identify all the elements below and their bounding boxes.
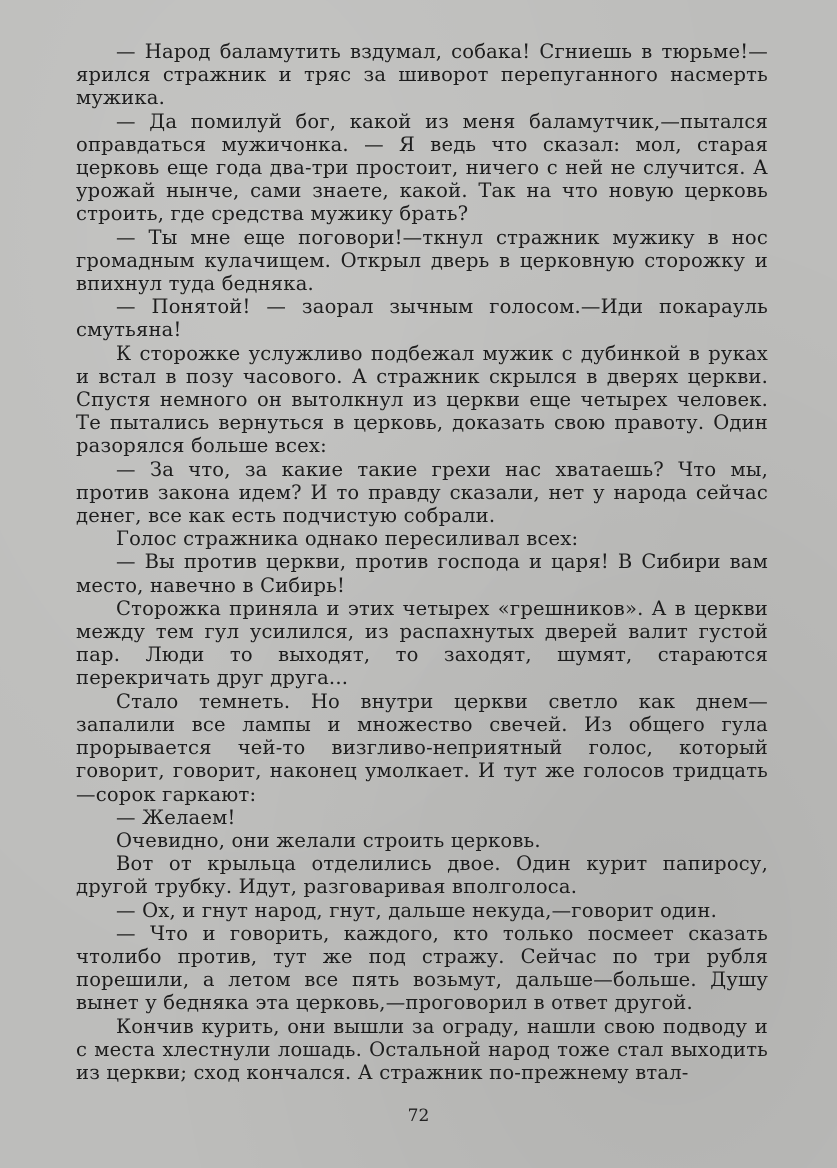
paragraph: Кончив курить, они вышли за ограду, нашли свою подводу и с места хлестнули лошадь. Остальной народ тоже стал выходить из церкви; сход кончался. А стражник по-прежнему втал- bbox=[76, 1014, 768, 1084]
paragraph: Голос стражника однако пересиливал всех: bbox=[116, 527, 579, 551]
body-text bbox=[76, 40, 768, 1084]
paragraph: — Желаем! bbox=[116, 805, 236, 829]
paragraph: К сторожке услужливо подбежал мужик с дубинкой в руках и встал в позу часового. А стражник скрылся в дверях церкви. Спустя немного он вытолкнул из церкви еще четырех человек. Те пытались вернуться в церковь, доказать свою правоту. Один разорялся больше всех: bbox=[76, 341, 768, 458]
page-number: 72 bbox=[407, 1106, 430, 1126]
paragraph: — Вы против церкви, против господа и царя! В Сибири вам место, навечно в Сибирь! bbox=[76, 550, 768, 597]
paragraph: — За что, за какие такие грехи нас хватаешь? Что мы, против закона идем? И то правду сказали, нет у народа сейчас денег, все как есть подчистую собрали. bbox=[76, 457, 768, 528]
paragraph: — Что и говорить, каждого, кто только посмеет сказать чтолибо против, тут же под стражу. Сейчас по три рубля порешили, а летом все пять возьмут, дальше—больше. Душу вынет у бедняка эта церковь,—проговорил в ответ другой. bbox=[76, 921, 768, 1015]
paragraph: — Ты мне еще поговори!—ткнул стражник мужику в нос громадным кулачищем. Открыл дверь в церковную сторожку и впихнул туда бедняка. bbox=[76, 225, 768, 296]
paragraph: — Понятой! — заорал зычным голосом.—Иди покарауль смутьяна! bbox=[76, 295, 768, 342]
paragraph: — Да помилуй бог, какой из меня баламутчик,—пытался оправдаться мужичонка. — Я ведь что сказал: мол, старая церковь еще года два-три простоит, ничего с ней не случится. А урожай нынче, сами знаете, какой. Так на что новую церковь строить, где средства мужику брать? bbox=[76, 109, 768, 226]
paragraph: — Ох, и гнут народ, гнут, дальше некуда,—говорит один. bbox=[116, 898, 717, 922]
paragraph: — Народ баламутить вздумал, собака! Сгниешь в тюрьме!— ярился стражник и тряс за шиворот перепуганного насмерть мужика. bbox=[76, 40, 768, 110]
paragraph: Вот от крыльца отделились двое. Один курит папиросу, другой трубку. Идут, разговаривая вполголоса. bbox=[76, 852, 768, 899]
paragraph: Очевидно, они желали строить церковь. bbox=[116, 828, 541, 852]
paragraph: Сторожка приняла и этих четырех «грешников». А в церкви между тем гул усилился, из распахнутых дверей валит густой пар. Люди то выходят, то заходят, шумят, стараются перекричать друг друга... bbox=[76, 596, 768, 690]
paragraph: Стало темнеть. Но внутри церкви светло как днем—запалили все лампы и множество свечей. Из общего гула прорывается чей-то визгливо-неприятный голос, который говорит, говорит, наконец умолкает. И тут же голосов тридцать—сорок гаркают: bbox=[76, 689, 768, 806]
